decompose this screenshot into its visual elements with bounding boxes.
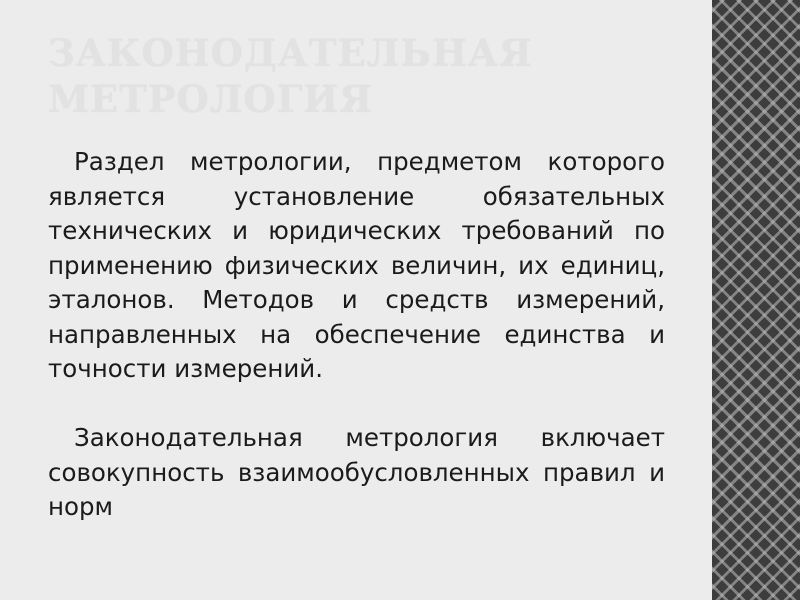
decorative-side-panel xyxy=(712,0,800,600)
slide-title: ЗАКОНОДАТЕЛЬНАЯ МЕТРОЛОГИЯ xyxy=(48,31,533,121)
paragraph-includes: Законодательная метрология включает совокупность взаимообусловленных правил и норм xyxy=(48,423,665,521)
paragraph-definition: Раздел метрологии, предметом которого является установление обязательных технических и юридических требований по применению физических величин, их единиц, эталонов. Методов и средств измерений, направленных на обеспечение единства и точности измерений. xyxy=(48,147,665,383)
slide-body xyxy=(48,145,665,525)
